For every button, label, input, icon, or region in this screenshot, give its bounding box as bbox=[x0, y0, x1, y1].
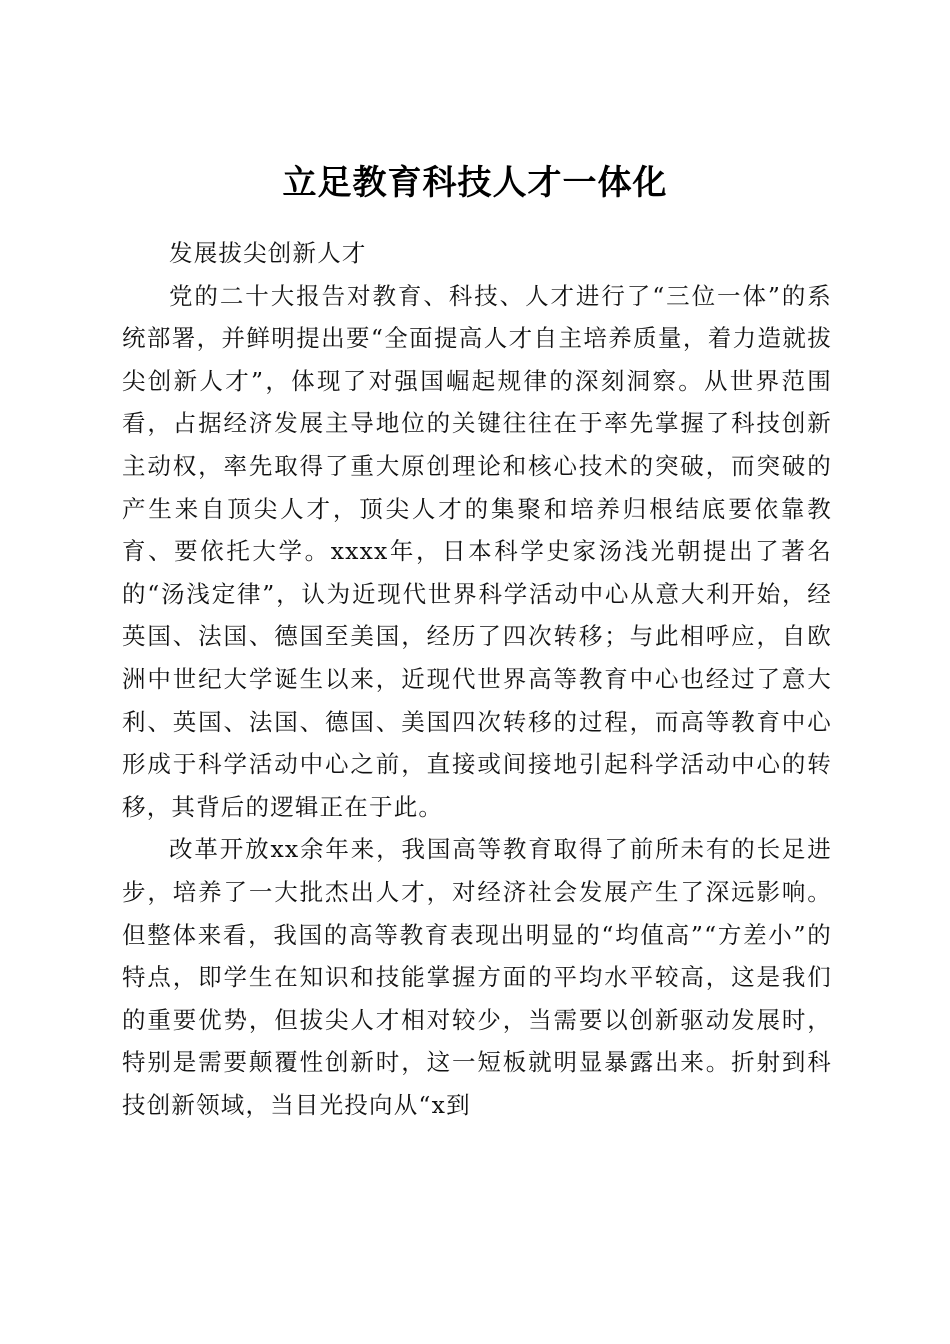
paragraph-subtitle: 发展拔尖创新人才 bbox=[169, 239, 367, 267]
document-body bbox=[122, 232, 832, 1126]
paragraph: 党的二十大报告对教育、科技、人才进行了“三位一体”的系统部署，并鲜明提出要“全面提高人才自主培养质量，着力造就拔尖创新人才”，体现了对强国崛起规律的深刻洞察。从世界范围看，占据经济发展主导地位的关键往往在于率先掌握了科技创新主动权，率先取得了重大原创理论和核心技术的突破，而突破的产生来自顶尖人才，顶尖人才的集聚和培养归根结底要依靠教育、要依托大学。xxxx年，日本科学史家汤浅光朝提出了著名的“汤浅定律”，认为近现代世界科学活动中心从意大利开始，经英国、法国、德国至美国，经历了四次转移；与此相呼应，自欧洲中世纪大学诞生以来，近现代世界高等教育中心也经过了意大利、英国、法国、德国、美国四次转移的过程，而高等教育中心形成于科学活动中心之前，直接或间接地引起科学活动中心的转移，其背后的逻辑正在于此。 bbox=[122, 281, 832, 821]
document-title: 立足教育科技人才一体化 bbox=[282, 162, 668, 203]
paragraph: 改革开放xx余年来，我国高等教育取得了前所未有的长足进步，培养了一大批杰出人才，对经济社会发展产生了深远影响。但整体来看，我国的高等教育表现出明显的“均值高”“方差小”的特点，即学生在知识和技能掌握方面的平均水平较高，这是我们的重要优势，但拔尖人才相对较少，当需要以创新驱动发展时，特别是需要颠覆性创新时，这一短板就明显暴露出来。折射到科技创新领域，当目光投向从“x到 bbox=[122, 835, 832, 1119]
